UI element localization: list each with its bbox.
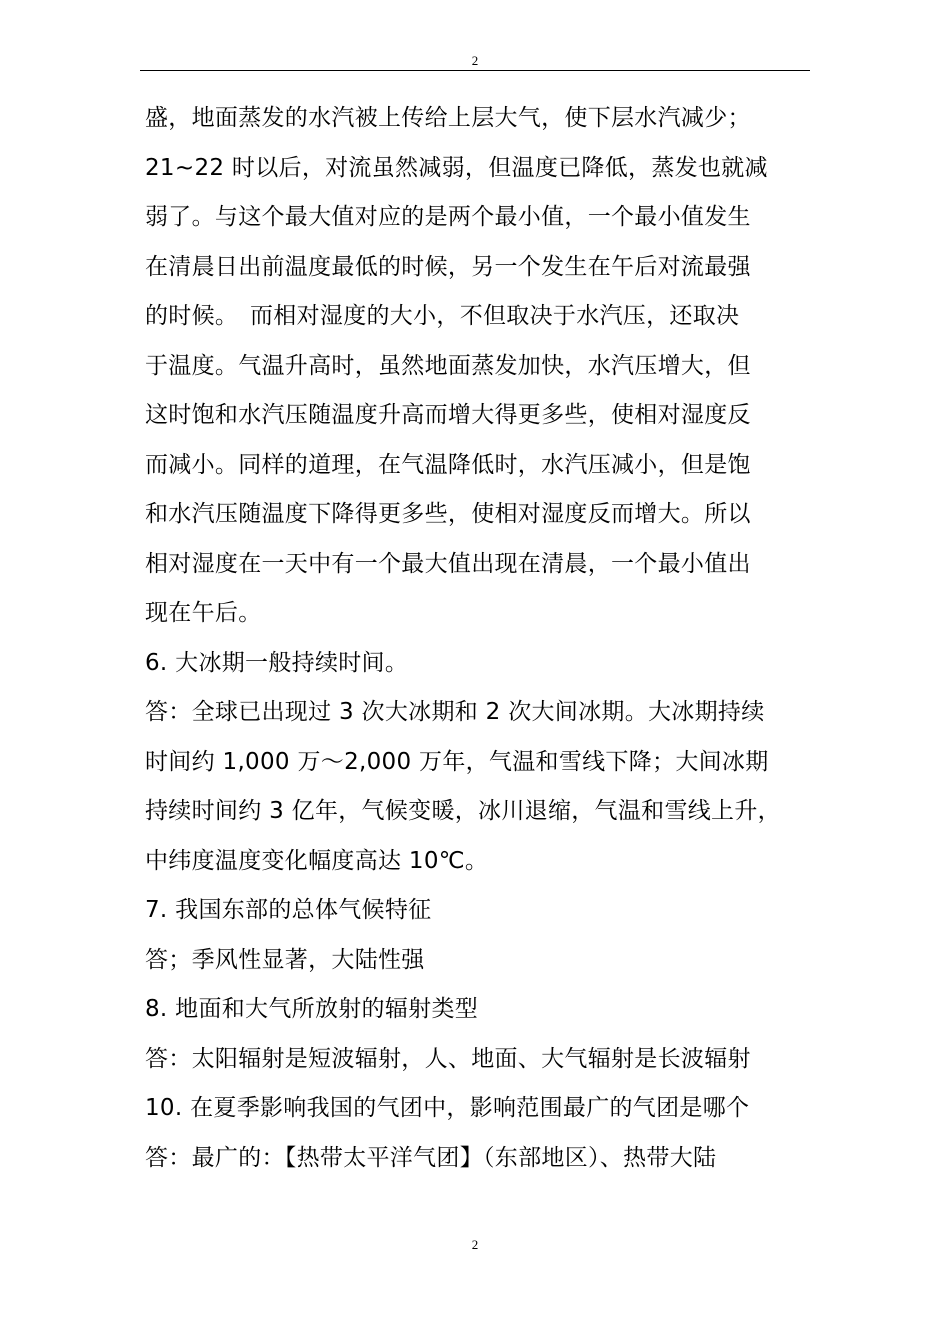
text-line: 而减小。同样的道理，在气温降低时，水汽压减小，但是饱 (145, 451, 751, 478)
text-line: 持续时间约 3 亿年，气候变暖，冰川退缩，气温和雪线上升， (145, 798, 781, 824)
document-body (145, 94, 810, 1183)
text-line: 相对湿度在一天中有一个最大值出现在清晨，一个最小值出 (145, 550, 751, 577)
header-rule (140, 70, 810, 71)
text-line: 21~22 时以后，对流虽然减弱，但温度已降低，蒸发也就减 (145, 154, 768, 181)
text-line: 在清晨日出前温度最低的时候，另一个发生在午后对流最强 (145, 253, 751, 280)
text-line: 中纬度温度变化幅度高达 10℃。 (145, 847, 489, 874)
footer-page-number: 2 (471, 1237, 479, 1252)
text-line: 时间约 1,000 万～2,000 万年，气温和雪线下降；大间冰期 (145, 748, 769, 775)
question-heading: 6. 大冰期一般持续时间。 (145, 649, 409, 676)
text-line: 和水汽压随温度下降得更多些，使相对湿度反而增大。所以 (145, 501, 751, 527)
text-line: 于温度。气温升高时，虽然地面蒸发加快，水汽压增大，但 (145, 352, 751, 379)
answer-line: 答；季风性显著，大陆性强 (145, 946, 425, 973)
text-line: 这时饱和水汽压随温度升高而增大得更多些，使相对湿度反 (145, 402, 751, 428)
answer-line: 答：全球已出现过 3 次大冰期和 2 次大间冰期。大冰期持续 (145, 699, 765, 725)
answer-line: 答：太阳辐射是短波辐射，人、地面、大气辐射是长波辐射 (145, 1045, 751, 1072)
header-page-number: 2 (471, 53, 479, 68)
text-line: 的时候。 而相对湿度的大小，不但取决于水汽压，还取决 (145, 303, 740, 329)
answer-line: 答：最广的：【热带太平洋气团】（东部地区）、热带大陆 (145, 1144, 717, 1171)
question-heading: 10. 在夏季影响我国的气团中，影响范围最广的气团是哪个 (145, 1095, 750, 1121)
text-line: 盛，地面蒸发的水汽被上传给上层大气，使下层水汽减少； (145, 105, 751, 131)
question-heading: 7. 我国东部的总体气候特征 (145, 897, 432, 923)
text-line: 弱了。与这个最大值对应的是两个最小值，一个最小值发生 (145, 204, 751, 230)
question-heading: 8. 地面和大气所放射的辐射类型 (145, 996, 479, 1022)
text-line: 现在午后。 (145, 600, 262, 626)
